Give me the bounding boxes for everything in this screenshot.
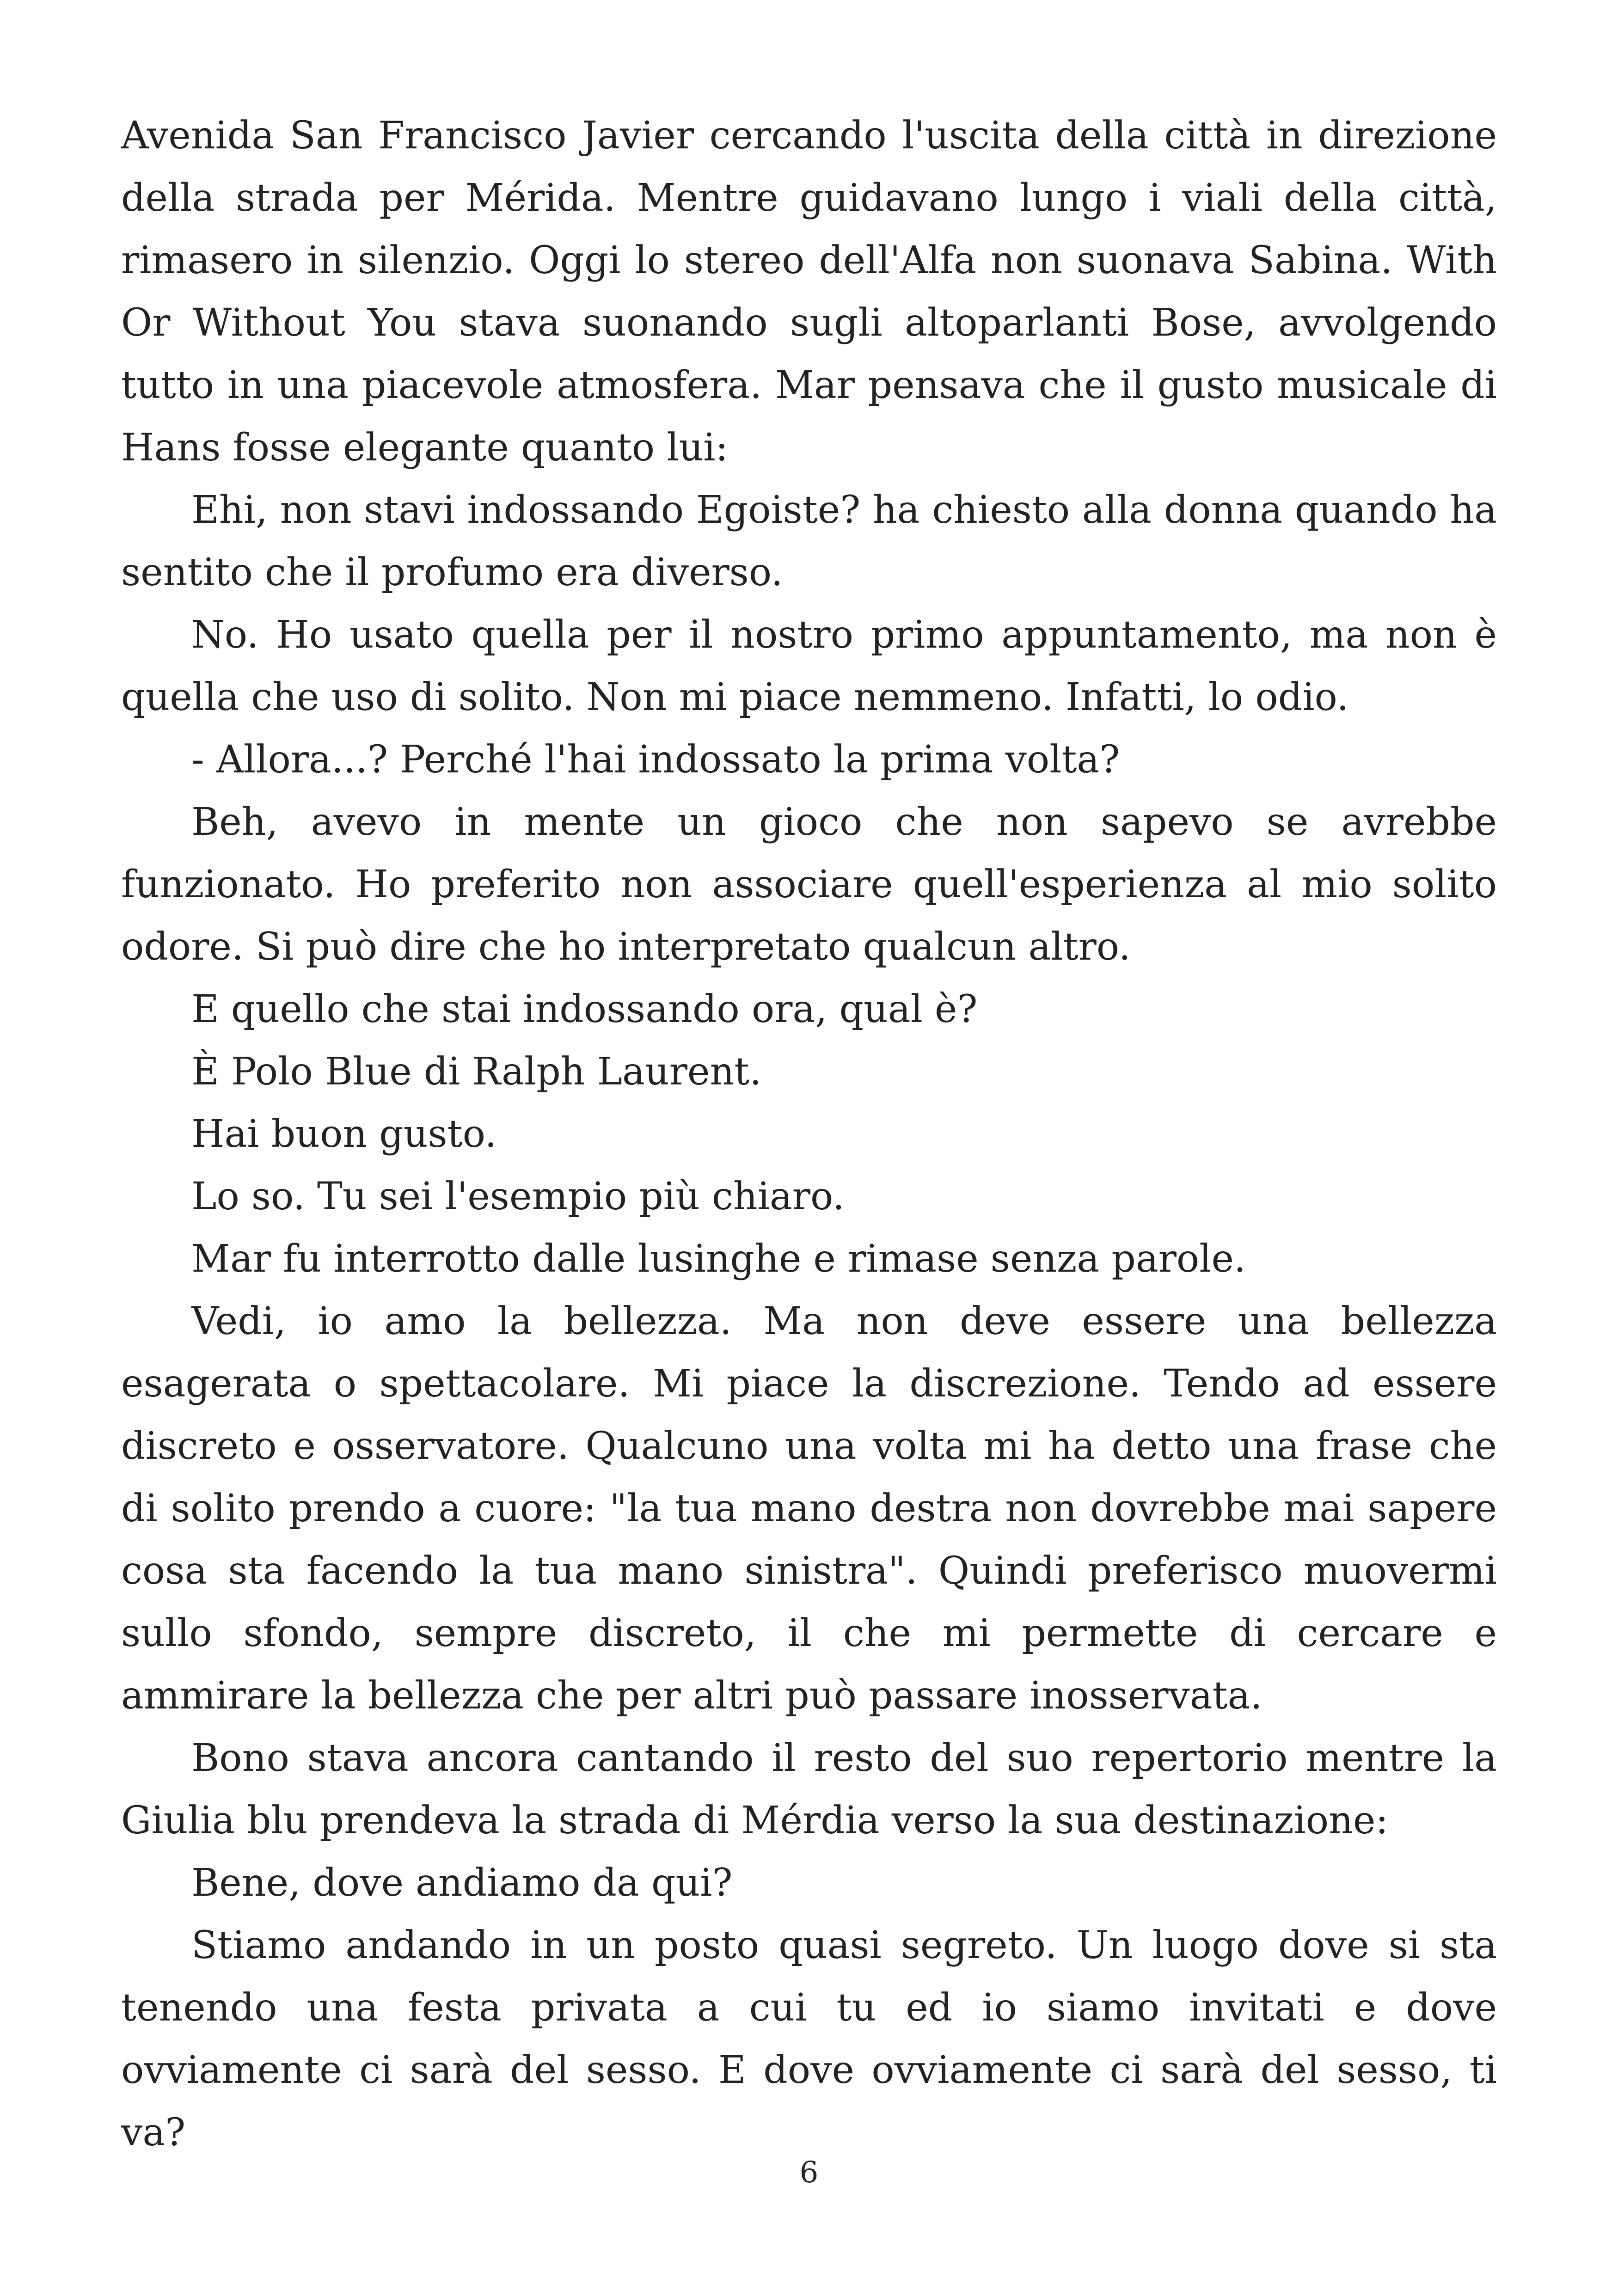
paragraph: Mar fu interrotto dalle lusinghe e rimase senza parole. — [191, 1237, 1246, 1281]
paragraph: Hai buon gusto. — [191, 1112, 497, 1156]
page-number: 6 — [799, 2155, 819, 2190]
paragraph: È Polo Blue di Ralph Laurent. — [191, 1050, 762, 1094]
paragraph: Vedi, io amo la bellezza. Ma non deve essere una bellezza esagerata o spettacolare. Mi piace la discrezione. Tendo ad essere discreto e osservatore. Qualcuno una volta mi ha detto una frase che di solito prendo a cuore: "la tua mano destra non dovrebbe mai sapere cosa sta facendo la tua mano sinistra". Quindi preferisco muovermi sullo sfondo, sempre discreto, il che mi permette di cercare e ammirare la bellezza che per altri può passare inosservata. — [121, 1299, 1497, 1718]
paragraph: E quello che stai indossando ora, qual è? — [191, 987, 978, 1031]
paragraph: Bene, dove andiamo da qui? — [191, 1861, 733, 1905]
paragraph: Beh, avevo in mente un gioco che non sapevo se avrebbe funzionato. Ho preferito non associare quell'esperienza al mio solito odore. Si può dire che ho interpretato qualcun altro. — [121, 800, 1497, 969]
paragraph: No. Ho usato quella per il nostro primo appuntamento, ma non è quella che uso di solito. Non mi piace nemmeno. Infatti, lo odio. — [121, 613, 1497, 719]
paragraph: Ehi, non stavi indossando Egoiste? ha chiesto alla donna quando ha sentito che il profumo era diverso. — [121, 488, 1497, 594]
paragraph: Stiamo andando in un posto quasi segreto. Un luogo dove si sta tenendo una festa privata a cui tu ed io siamo invitati e dove ovviamente ci sarà del sesso. E dove ovviamente ci sarà del sesso, ti va? — [121, 1923, 1497, 2155]
paragraph: Lo so. Tu sei l'esempio più chiaro. — [191, 1175, 845, 1218]
paragraph: Avenida San Francisco Javier cercando l'uscita della città in direzione della strada per Mérida. Mentre guidavano lungo i viali della città, rimasero in silenzio. Oggi lo stereo dell'Alfa non suonava Sabina. With Or Without You stava suonando sugli altoparlanti Bose, avvolgendo tutto in una piacevole atmosfera. Mar pensava che il gusto musicale di Hans fosse elegante quanto lui: — [121, 114, 1497, 470]
paragraph: Bono stava ancora cantando il resto del suo repertorio mentre la Giulia blu prendeva la strada di Mérdia verso la sua destinazione: — [121, 1736, 1497, 1843]
paragraph: - Allora...? Perché l'hai indossato la prima volta? — [191, 738, 1120, 782]
page-body — [121, 104, 1497, 2164]
